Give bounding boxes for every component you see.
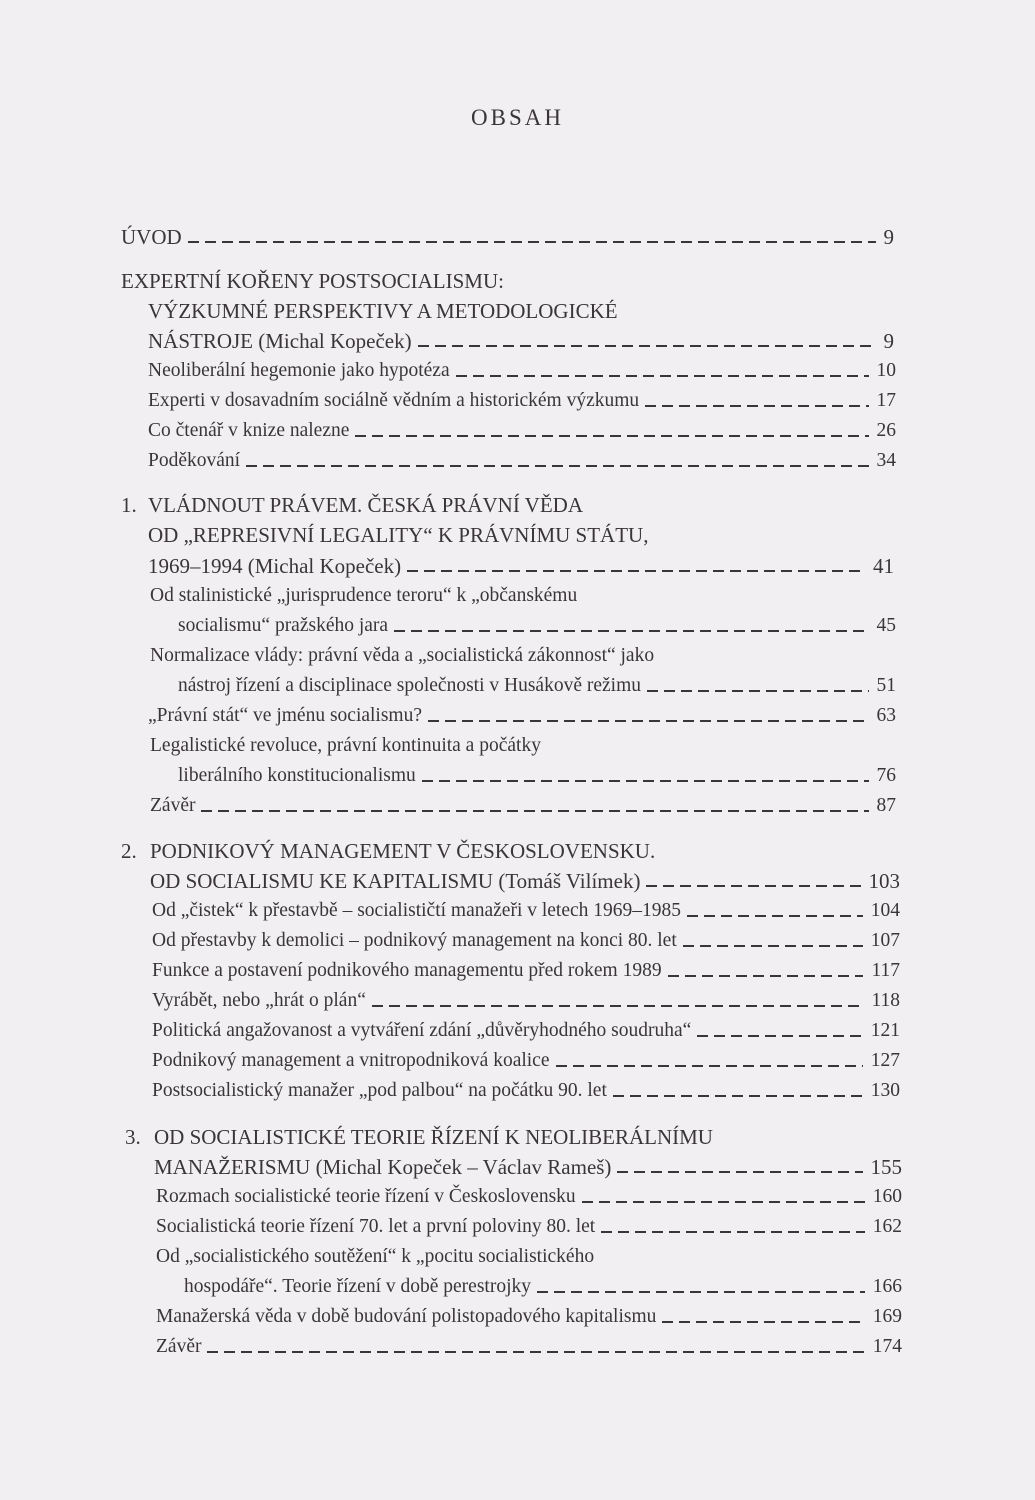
leader-dots [556, 1065, 863, 1067]
page-number: 166 [872, 1276, 902, 1297]
page-number: 103 [868, 869, 900, 893]
page-number: 41 [873, 554, 894, 578]
toc-entry-title: Závěr [150, 795, 196, 816]
toc-entry[interactable] [148, 386, 896, 416]
leader-dots [683, 945, 863, 947]
toc-entry-title: hospodáře“. Teorie řízení v době perestrojky [184, 1276, 531, 1297]
page-number: 130 [870, 1080, 900, 1101]
chapter-number: 1. [121, 493, 137, 517]
leader-dots [662, 1321, 864, 1323]
toc-entry[interactable] [178, 611, 896, 641]
leader-dots [617, 1171, 862, 1173]
toc-entry[interactable] [152, 986, 900, 1016]
leader-dots [647, 690, 869, 692]
toc-entry-title: Od „čistek“ k přestavbě – socialističtí manažeři v letech 1969–1985 [152, 900, 682, 921]
leader-dots [668, 975, 864, 977]
page-number: 9 [883, 329, 894, 353]
toc-entry[interactable] [150, 791, 896, 821]
page-number: 174 [872, 1336, 902, 1357]
page-number: 34 [876, 450, 896, 471]
toc-entry-title: socialismu“ pražského jara [178, 615, 389, 636]
toc-entry[interactable] [152, 1046, 900, 1076]
page-number: 169 [872, 1306, 902, 1327]
toc-entry[interactable] [156, 1182, 902, 1212]
toc-entry-title: Experti v dosavadním sociálně vědním a historickém výzkumu [148, 390, 640, 411]
page-number: 117 [871, 960, 900, 981]
toc-entry-title: NÁSTROJE (Michal Kopeček) [148, 329, 412, 353]
toc-entry-title: Postsocialistický manažer „pod palbou“ na počátku 90. let [152, 1080, 607, 1101]
toc-entry[interactable] [184, 1272, 902, 1302]
page-number: 162 [872, 1216, 902, 1237]
toc-entry[interactable] [178, 671, 896, 701]
leader-dots [687, 915, 863, 917]
toc-entry-title: Funkce a postavení podnikového managementu před rokem 1989 [152, 960, 662, 981]
leader-dots [537, 1291, 865, 1293]
page-number: 160 [872, 1186, 902, 1207]
toc-entry-title: Politická angažovanost a vytváření zdání „důvěryhodného soudruha“ [152, 1020, 692, 1041]
page-number: 107 [870, 930, 900, 951]
chapter-number: 3. [125, 1125, 141, 1149]
leader-dots [428, 720, 868, 722]
page-number: 87 [876, 795, 896, 816]
page-number: 104 [870, 900, 900, 921]
toc-entry-chapter[interactable] [148, 326, 894, 356]
chapter-title-line: PODNIKOVÝ MANAGEMENT V ČESKOSLOVENSKU. [150, 839, 656, 863]
page-number: 51 [876, 675, 896, 696]
toc-entry-title-line: Od „socialistického soutěžení“ k „pocitu socialistického [156, 1246, 595, 1267]
toc-entry-title: nástroj řízení a disciplinace společnosti v Husákově režimu [178, 675, 641, 696]
leader-dots [422, 780, 869, 782]
leader-dots [207, 1351, 864, 1353]
chapter-title-line: EXPERTNÍ KOŘENY POSTSOCIALISMU: [121, 269, 504, 293]
toc-entry[interactable] [152, 896, 900, 926]
toc-entry[interactable] [152, 1016, 900, 1046]
toc-entry-chapter[interactable] [150, 866, 900, 896]
toc-entry-title: Socialistická teorie řízení 70. let a první poloviny 80. let [156, 1216, 596, 1237]
toc-entry-title: „Právní stát“ ve jménu socialismu? [148, 705, 423, 726]
toc-entry-title: Od přestavby k demolici – podnikový management na konci 80. let [152, 930, 677, 951]
toc-entry-title: Rozmach socialistické teorie řízení v Československu [156, 1186, 576, 1207]
toc-entry-title: MANAŽERISMU (Michal Kopeček – Václav Rameš) [154, 1155, 612, 1179]
toc-entry-title: Závěr [156, 1336, 202, 1357]
page-number: 127 [870, 1050, 900, 1071]
chapter-title-line: OD „REPRESIVNÍ LEGALITY“ K PRÁVNÍMU STÁTU, [148, 523, 649, 547]
toc-entry-title: Neoliberální hegemonie jako hypotéza [148, 360, 450, 381]
leader-dots [646, 885, 860, 887]
toc-entry[interactable] [148, 446, 896, 476]
page-number: 121 [870, 1020, 900, 1041]
leader-dots [418, 345, 876, 347]
toc-entry-title: 1969–1994 (Michal Kopeček) [148, 554, 402, 578]
toc-entry-title: liberálního konstitucionalismu [178, 765, 416, 786]
page-number: 45 [876, 615, 896, 636]
page-number: 76 [876, 765, 896, 786]
leader-dots [394, 630, 868, 632]
toc-entry[interactable] [156, 1212, 902, 1242]
page-number: 63 [876, 705, 896, 726]
page-number: 26 [876, 420, 896, 441]
toc-entry[interactable] [178, 761, 896, 791]
toc-entry-title-line: Normalizace vlády: právní věda a „socialistická zákonnost“ jako [150, 645, 655, 666]
chapter-title-line: VLÁDNOUT PRÁVEM. ČESKÁ PRÁVNÍ VĚDA [148, 493, 584, 517]
leader-dots [601, 1231, 865, 1233]
toc-entry[interactable] [152, 956, 900, 986]
page-number: 118 [871, 990, 900, 1011]
leader-dots [582, 1201, 865, 1203]
chapter-title-line: OD SOCIALISTICKÉ TEORIE ŘÍZENÍ K NEOLIBERÁLNÍMU [154, 1125, 713, 1149]
toc-entry[interactable] [148, 416, 896, 446]
toc-entry[interactable] [148, 356, 896, 386]
page-number: 17 [876, 390, 896, 411]
toc-entry-title: Podnikový management a vnitropodniková koalice [152, 1050, 550, 1071]
toc-entry-title-line: Od stalinistické „jurisprudence teroru“ k „občanskému [150, 585, 578, 606]
leader-dots [201, 810, 868, 812]
toc-entry-title: Vyrábět, nebo „hrát o plán“ [152, 990, 366, 1011]
chapter-number: 2. [121, 839, 137, 863]
toc-entry[interactable] [148, 701, 896, 731]
toc-entry[interactable] [152, 1076, 900, 1106]
leader-dots [613, 1095, 863, 1097]
leader-dots [697, 1035, 862, 1037]
chapter-title-line: VÝZKUMNÉ PERSPEKTIVY A METODOLOGICKÉ [148, 299, 618, 323]
toc-entry-title: OD SOCIALISMU KE KAPITALISMU (Tomáš Vilímek) [150, 869, 641, 893]
toc-entry-title: Poděkování [148, 450, 241, 471]
toc-entry-title: Manažerská věda v době budování polistopadového kapitalismu [156, 1306, 657, 1327]
leader-dots [645, 405, 868, 407]
leader-dots [372, 1005, 864, 1007]
leader-dots [456, 375, 869, 377]
toc-entry-chapter[interactable] [148, 551, 894, 581]
page-number: 155 [870, 1155, 902, 1179]
leader-dots [188, 241, 876, 243]
toc-entry-intro[interactable] [121, 222, 894, 252]
toc-entry-title-line: Legalistické revoluce, právní kontinuita a počátky [150, 735, 541, 756]
leader-dots [407, 570, 865, 572]
leader-dots [246, 465, 868, 467]
toc-entry-chapter[interactable] [154, 1152, 902, 1182]
toc-entry[interactable] [156, 1302, 902, 1332]
toc-entry-title: ÚVOD [121, 225, 182, 249]
toc-entry-title: Co čtenář v knize nalezne [148, 420, 350, 441]
toc-entry[interactable] [156, 1332, 902, 1362]
page-number: 10 [876, 360, 896, 381]
page-number: 9 [883, 225, 894, 249]
leader-dots [355, 435, 868, 437]
page-title: OBSAH [471, 105, 564, 130]
toc-entry[interactable] [152, 926, 900, 956]
